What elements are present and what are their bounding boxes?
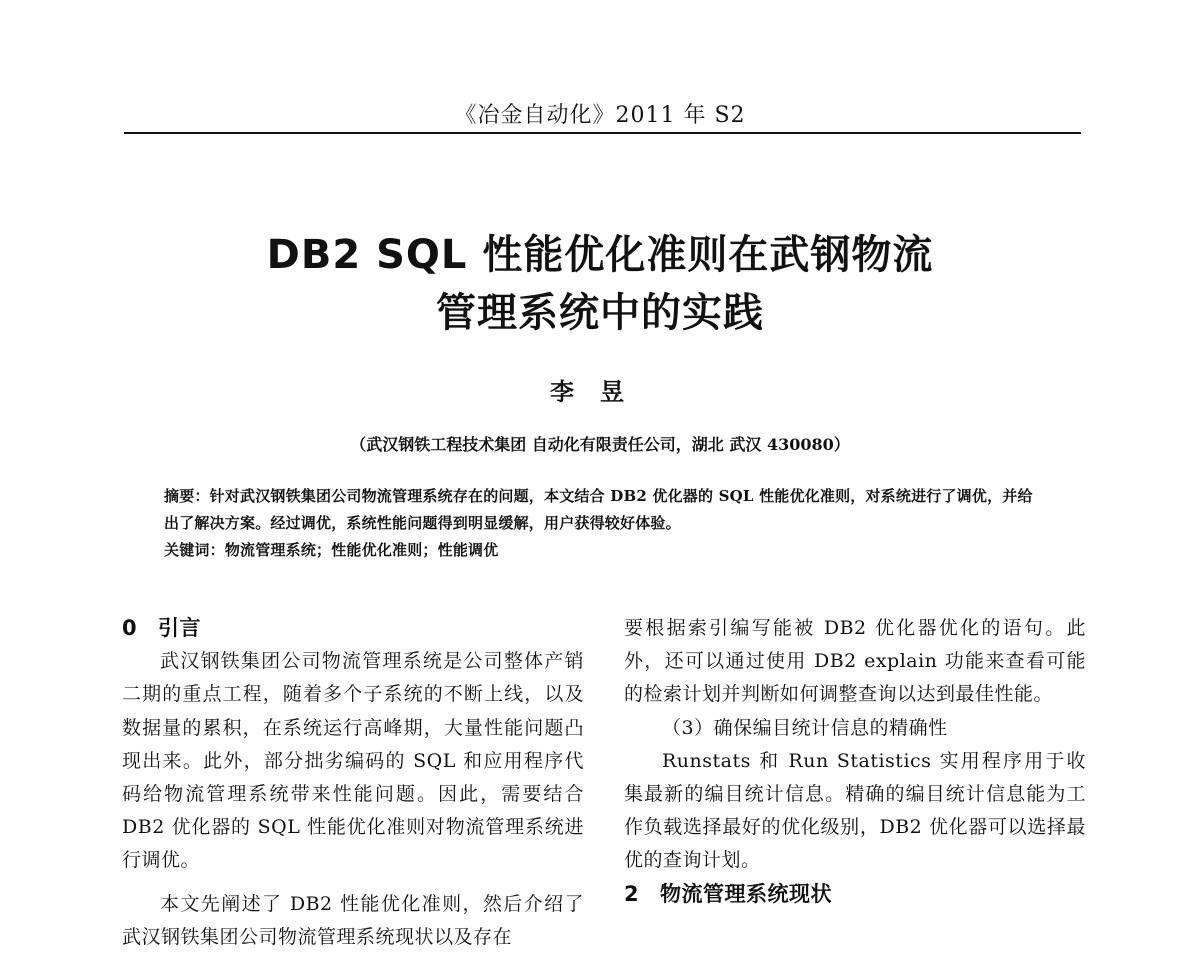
section-title: 引言 <box>158 616 201 640</box>
paragraph: Runstats 和 Run Statistics 实用程序用于收集最新的编目统计信息。精确的编目统计信息能为工作负载选择最好的优化级别，DB2 优化器可以选择最优的查询计划。 <box>624 749 1086 872</box>
paragraph: 本文先阐述了 DB2 性能优化准则，然后介绍了武汉钢铁集团公司物流管理系统现状以及存在 <box>122 892 584 948</box>
paragraph: 要根据索引编写能被 DB2 优化器优化的语句。此外，还可以通过使用 DB2 explain 功能来查看可能的检索计划并判断如何调整查询以达到最佳性能。 <box>624 617 1086 706</box>
section-title: 物流管理系统现状 <box>660 881 832 906</box>
list-item: （3）确保编目统计信息的精确性 <box>662 716 948 739</box>
author-name: 李昱 <box>550 377 650 406</box>
keywords <box>164 537 1044 564</box>
section-heading-2 <box>624 878 1086 911</box>
abstract-text: 针对武汉钢铁集团公司物流管理系统存在的问题，本文结合 DB2 优化器的 SQL 性能优化准则，对系统进行了调优，并给出了解决方案。经过调优，系统性能问题得到明显缓解，用户获得较好体验。 <box>164 487 1033 532</box>
article-title <box>0 226 1200 342</box>
left-column <box>122 612 584 954</box>
right-column <box>624 612 1086 911</box>
section-number: 2 <box>624 881 640 906</box>
affiliation: （武汉钢铁工程技术集团 自动化有限责任公司，湖北 武汉 430080） <box>350 435 850 454</box>
title-line-2: 管理系统中的实践 <box>436 290 764 336</box>
abstract <box>164 483 1044 537</box>
paragraph: 武汉钢铁集团公司物流管理系统是公司整体产销二期的重点工程，随着多个子系统的不断上线，以及数据量的累积，在系统运行高峰期，大量性能问题凸现出来。此外，部分拙劣编码的 SQL 和应用程序代码给物流管理系统带来性能问题。因此，需要结合 DB2 优化器的 SQL 性能优化准则对物流管理系统进行调优。 <box>122 650 584 872</box>
header-rule <box>124 132 1081 134</box>
title-line-1: DB2 SQL 性能优化准则在武钢物流 <box>266 232 934 278</box>
journal-header: 《冶金自动化》2011 年 S2 <box>454 103 746 128</box>
abstract-label: 摘要： <box>164 487 210 505</box>
keywords-text: 物流管理系统；性能优化准则；性能调优 <box>224 541 499 559</box>
section-heading-0 <box>122 612 584 645</box>
abstract-block <box>164 483 1044 564</box>
section-number: 0 <box>122 616 138 640</box>
keywords-label: 关键词： <box>164 541 225 559</box>
